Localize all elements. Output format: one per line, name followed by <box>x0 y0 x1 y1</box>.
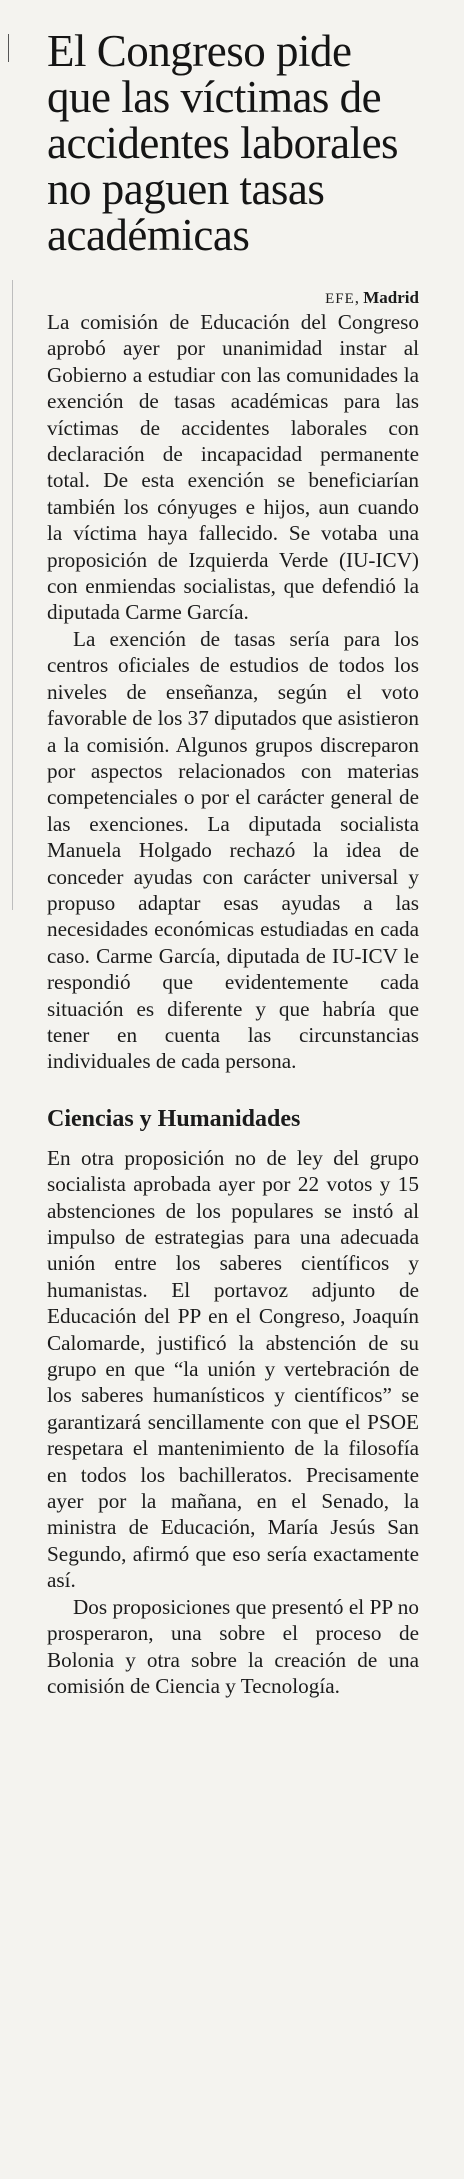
article-byline <box>47 288 419 309</box>
article-paragraph: La comisión de Educación del Congreso aprobó ayer por unanimidad instar al Gobierno a estudiar con las comunidades la exención de tasas académicas para las víctimas de accidentes laborales con declaración de incapacidad permanente total. De esta exención se beneficiarían también los cónyuges e hijos, aun cuando la víctima haya fallecido. Se votaba una proposición de Izquierda Verde (IU-ICV) con enmiendas socialistas, que defendió la diputada Carme García. <box>47 310 419 625</box>
news-article <box>47 28 419 1699</box>
column-rule-top <box>8 34 9 62</box>
byline-city: Madrid <box>363 288 419 307</box>
article-paragraph: En otra proposición no de ley del grupo socialista aprobada ayer por 22 votos y 15 abstenciones de los populares se instó al impulso de estrategias para una adecuada unión entre los saberes científicos y humanistas. El portavoz adjunto de Educación del PP en el Congreso, Joaquín Calomarde, justificó la abstención de su grupo en que “la unión y vertebración de los saberes humanísticos y científicos” se garantizará sencillamente con que el PSOE respetara el mantenimiento de la filosofía en todos los bachilleratos. Precisamente ayer por la mañana, en el Senado, la ministra de Educación, María Jesús San Segundo, afirmó que eso sería exactamente así. <box>47 1145 419 1593</box>
article-subhead: Ciencias y Humanidades <box>47 1105 301 1132</box>
article-paragraph: Dos proposiciones que presentó el PP no prosperaron, una sobre el proceso de Bolonia y otra sobre la creación de una comisión de Ciencia y Tecnología. <box>47 1594 419 1698</box>
byline-agency: EFE <box>325 291 355 307</box>
column-rule <box>12 280 13 910</box>
article-paragraph: La exención de tasas sería para los centros oficiales de estudios de todos los niveles de enseñanza, según el voto favorable de los 37 diputados que asistieron a la comisión. Algunos grupos discreparon por aspectos relacionados con materias competenciales o por el carácter general de las exenciones. La diputada socialista Manuela Holgado rechazó la idea de conceder ayudas con carácter universal y propuso adaptar esas ayudas a las necesidades económicas estudiadas en cada caso. Carme García, diputada de IU-ICV le respondió que evidentemente cada situación es diferente y que habría que tener en cuenta las circunstancias individuales de cada persona. <box>47 626 419 1074</box>
byline-separator: , <box>354 288 364 307</box>
article-headline: El Congreso pide que las víctimas de accidentes laborales no paguen tasas académicas <box>47 26 399 260</box>
